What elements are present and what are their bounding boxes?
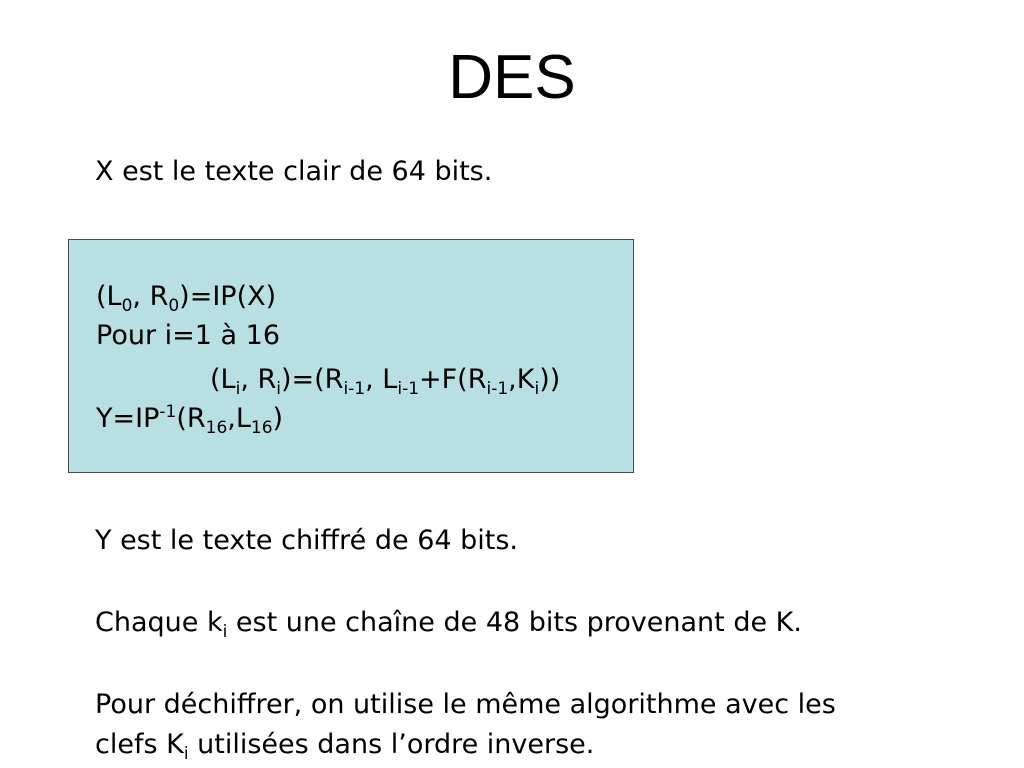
- algorithm-line-round: ($L_i$, $R_i)=(R_{i-1}$, $L_{i-1}+F(R_{i-1},K_i)$): [210, 364, 561, 399]
- algorithm-line-final-permutation: $Y=IP^{-1}(R_{16},L_{16})$: [96, 402, 284, 438]
- intro-text: X est le texte clair de 64 bits.: [95, 156, 493, 187]
- algorithm-line-initial-permutation: ($L_0$, $R_0)=IP(X)$: [96, 281, 277, 316]
- decrypt-text-line-2: clefs $K_i$ utilisées dans l’ordre inverse.: [95, 729, 595, 764]
- algorithm-box: [68, 239, 634, 473]
- algorithm-line-loop: Pour i=1 à 16: [96, 320, 281, 351]
- slide-title: DES: [448, 43, 576, 112]
- ciphertext-text: Y est le texte chiffré de 64 bits.: [95, 525, 519, 556]
- subkey-text: Chaque $k_i$ est une chaîne de 48 bits provenant de K.: [95, 607, 802, 642]
- decrypt-text-line-1: Pour déchiffrer, on utilise le même algorithme avec les: [95, 689, 836, 720]
